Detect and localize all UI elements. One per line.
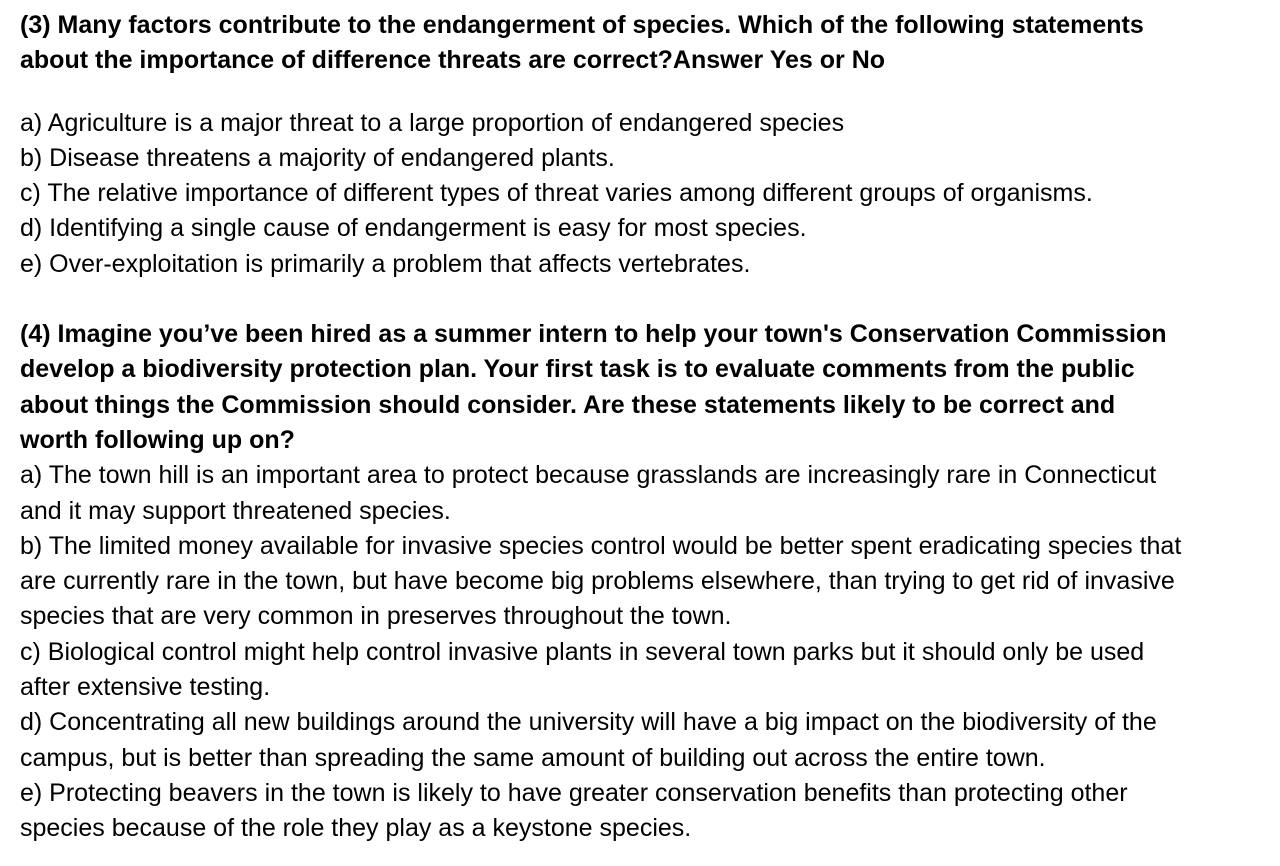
q4-option-b: b) The limited money available for invasive species control would be better spent eradicating species that <box>20 531 1182 560</box>
q3-option-a: a) Agriculture is a major threat to a large proportion of endangered species <box>20 108 845 137</box>
q4-option-a: and it may support threatened species. <box>20 496 451 525</box>
q3-option-d: d) Identifying a single cause of endangerment is easy for most species. <box>20 214 807 243</box>
q4-heading-line: worth following up on? <box>20 425 295 454</box>
q4-option-a: a) The town hill is an important area to protect because grasslands are increasingly rare in Connecticut <box>20 461 1157 490</box>
q4-option-d: d) Concentrating all new buildings around the university will have a big impact on the biodiversity of the <box>20 708 1157 737</box>
q4-heading-line: develop a biodiversity protection plan. Your first task is to evaluate comments from the public <box>20 355 1135 384</box>
q4-option-e: e) Protecting beavers in the town is likely to have greater conservation benefits than protecting other <box>20 778 1128 807</box>
q4-option-b: species that are very common in preserves throughout the town. <box>20 602 732 631</box>
spacer <box>20 79 1262 106</box>
q3-option-b: b) Disease threatens a majority of endangered plants. <box>20 143 615 172</box>
q4-option-e: species because of the role they play as a keystone species. <box>20 814 692 843</box>
q4-heading-line: (4) Imagine you’ve been hired as a summer intern to help your town's Conservation Commission <box>20 320 1167 349</box>
q4-option-d: campus, but is better than spreading the same amount of building out across the entire town. <box>20 743 1046 772</box>
q4-option-c: c) Biological control might help control invasive plants in several town parks but it should only be used <box>20 637 1145 666</box>
q4-heading-line: about things the Commission should consider. Are these statements likely to be correct and <box>20 390 1116 419</box>
q3-option-c: c) The relative importance of different types of threat varies among different groups of organisms. <box>20 179 1093 208</box>
question-3 <box>20 8 1262 282</box>
q3-heading-line: (3) Many factors contribute to the endangerment of species. Which of the following statements <box>20 11 1144 39</box>
q4-option-b: are currently rare in the town, but have become big problems elsewhere, than trying to get rid of invasive <box>20 567 1175 596</box>
q3-option-e: e) Over-exploitation is primarily a problem that affects vertebrates. <box>20 249 751 278</box>
q4-option-c: after extensive testing. <box>20 673 271 702</box>
question-4 <box>20 317 1262 846</box>
spacer <box>20 282 1262 317</box>
q3-heading-line: about the importance of difference threats are correct?Answer Yes or No <box>20 46 886 75</box>
